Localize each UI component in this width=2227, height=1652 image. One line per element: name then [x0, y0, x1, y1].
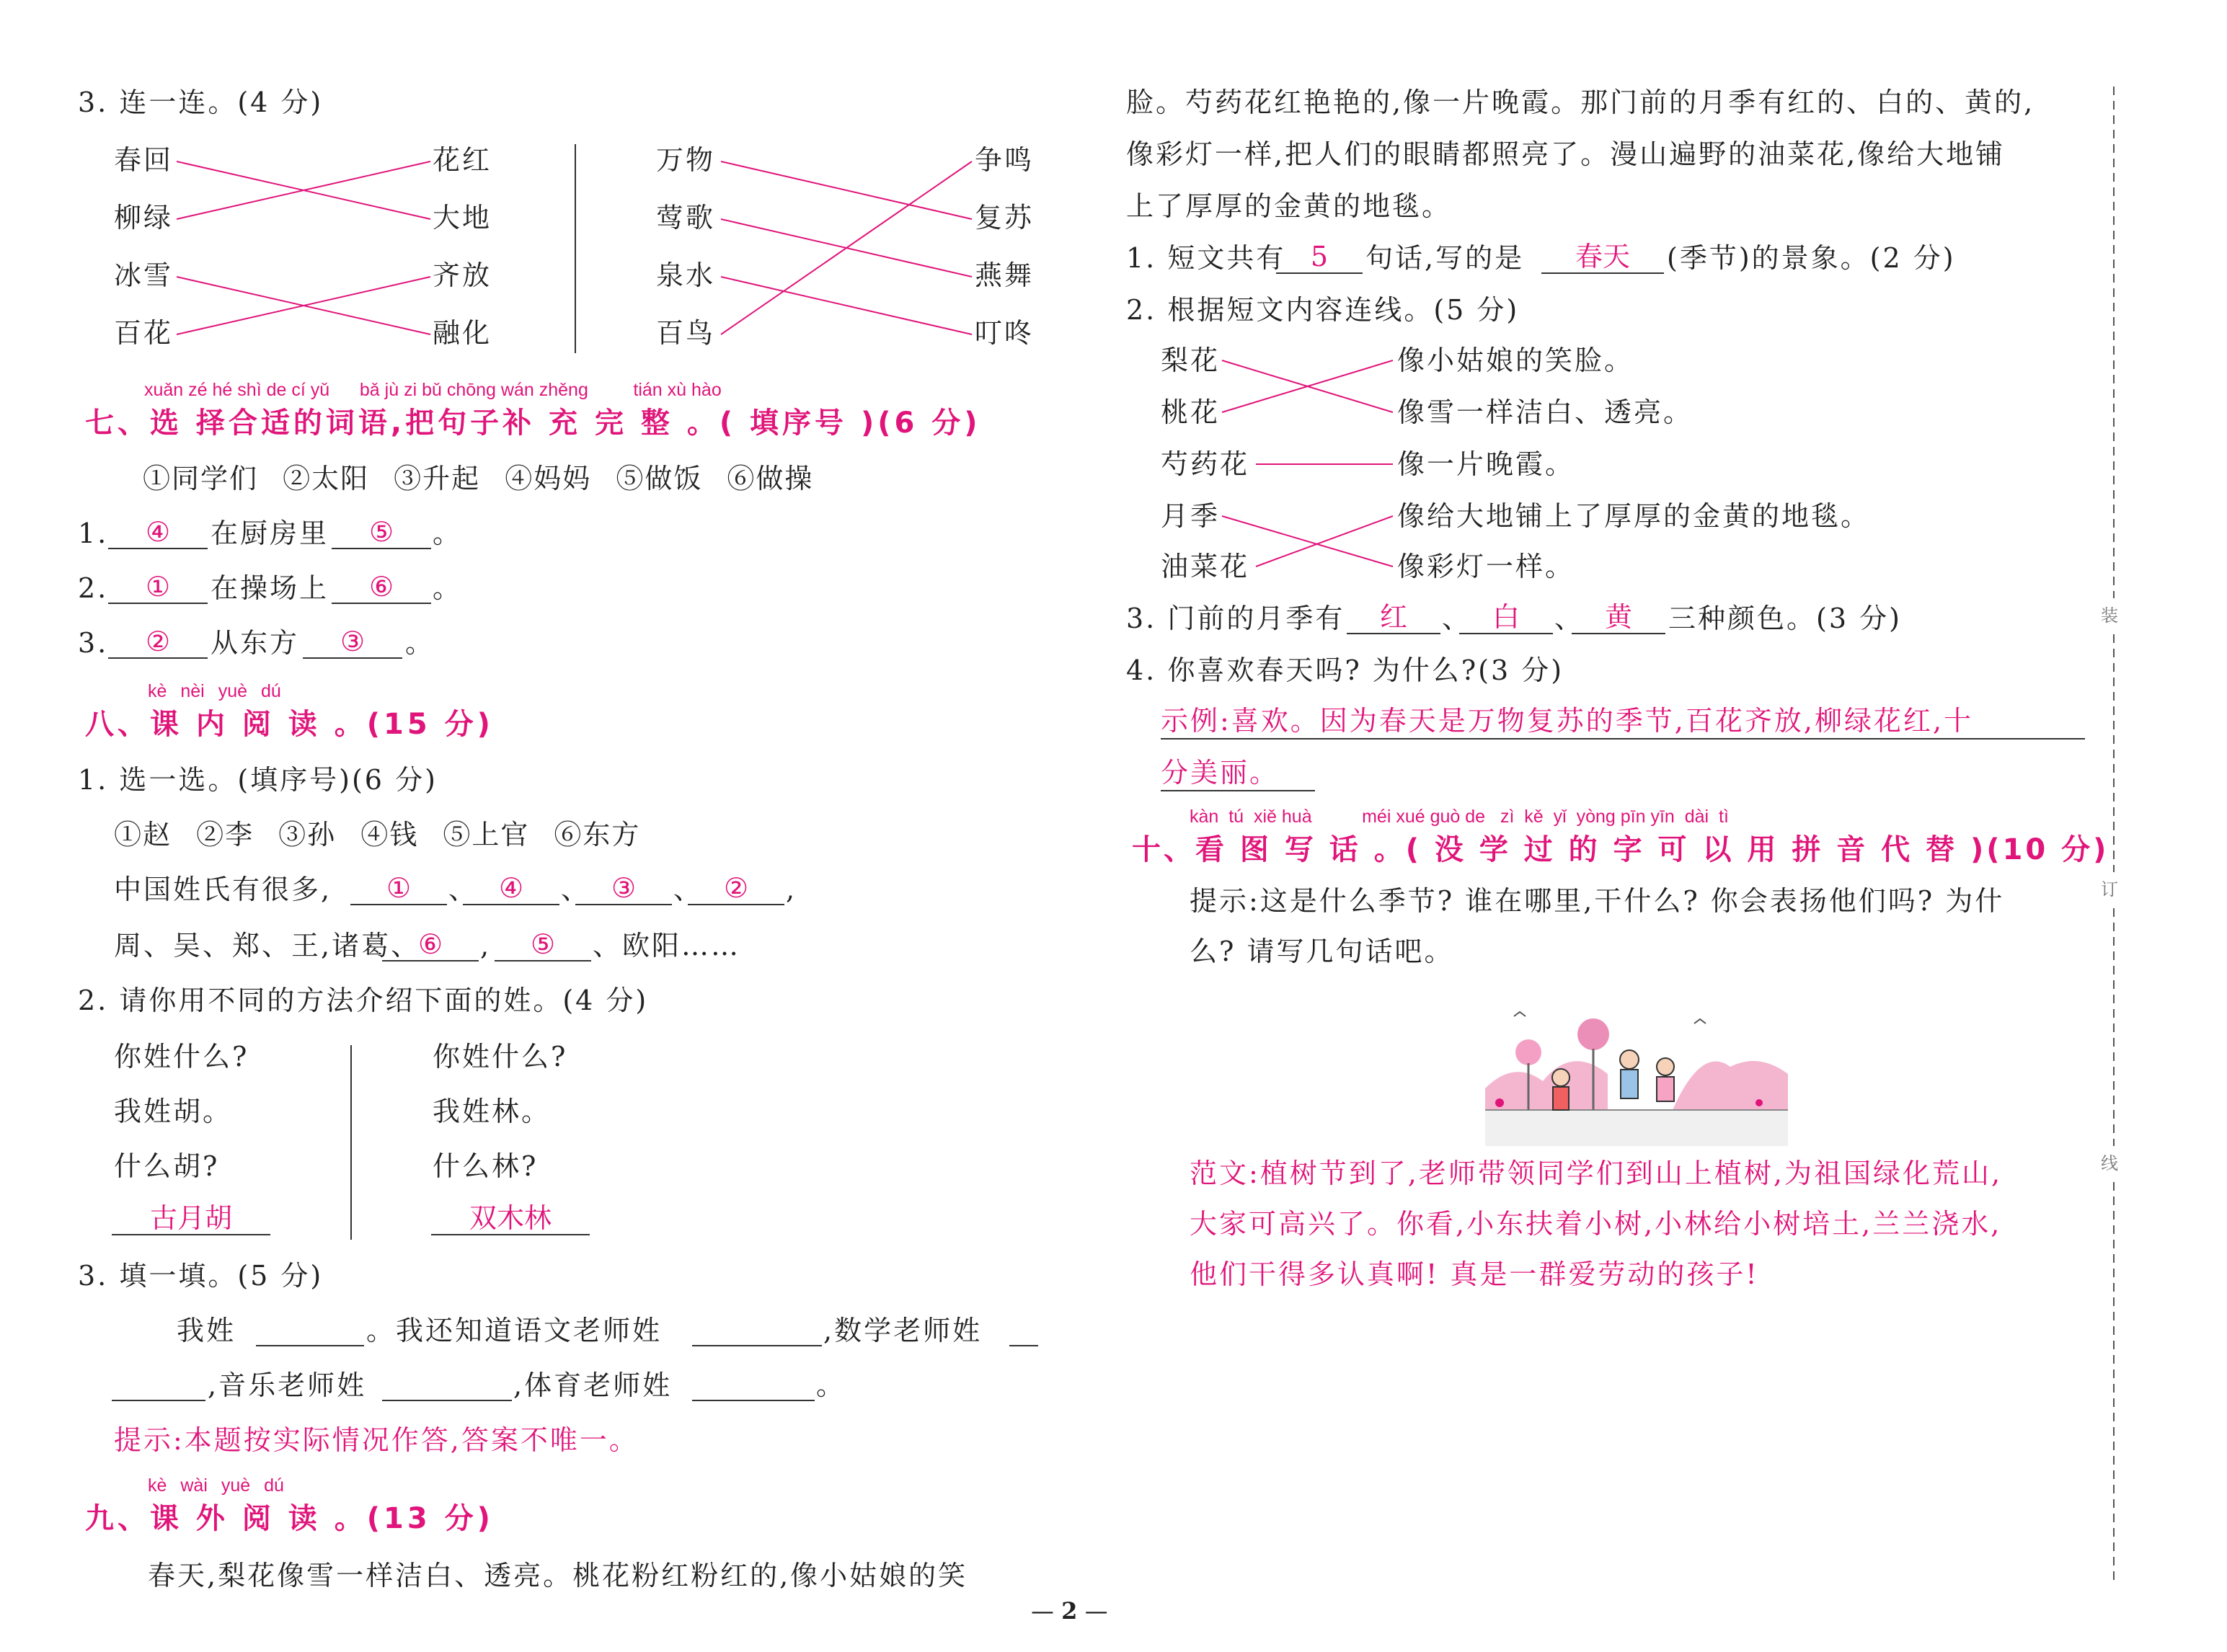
s8-q1-sep: 、: [673, 874, 704, 905]
match-line: [721, 277, 972, 334]
match-right-4: 融化: [433, 317, 492, 349]
match-left-2: 柳绿: [114, 202, 174, 234]
s7-item-1-blank-a[interactable]: ④: [108, 516, 208, 549]
tree-planting-illustration: [1485, 1002, 1788, 1146]
match-right-5: 争鸣: [975, 144, 1035, 176]
s8-q2-left-3: 什么胡?: [114, 1150, 220, 1182]
s9-q3-text: 3. 门前的月季有: [1126, 603, 1345, 634]
s10-hint-line-1: 提示:这是什么季节? 谁在哪里,干什么? 你会表扬他们吗? 为什: [1190, 885, 2005, 917]
s9-q3-blank-2[interactable]: 白: [1459, 601, 1553, 634]
match-left-5: 万物: [656, 144, 716, 176]
s7-item-1-text: 在厨房里: [211, 518, 329, 549]
s8-q2-left-2: 我姓胡。: [114, 1096, 233, 1127]
page-number: — 2 —: [1031, 1597, 1108, 1625]
s8-q1-sep: 、: [448, 874, 479, 905]
match-right-1: 花红: [433, 144, 492, 176]
s8-q2: 2. 请你用不同的方法介绍下面的姓。(4 分): [78, 985, 649, 1016]
s8-q1-blank-6[interactable]: ⑤: [495, 928, 591, 962]
s8-q1-blank-5[interactable]: ⑥: [382, 928, 479, 962]
s8-q1-line2-suffix: 、欧阳……: [593, 930, 741, 962]
s8-q1: 1. 选一选。(填序号)(6 分): [78, 764, 438, 796]
s9-q2-left-2: 桃花: [1161, 396, 1221, 428]
match-left-8: 百鸟: [656, 317, 716, 349]
s8-q3-blank-5[interactable]: [692, 1368, 815, 1401]
s7-item-1-num: 1.: [78, 518, 109, 549]
s10-title: 十、看 图 写 话 。( 没 学 过 的 字 可 以 用 拼 音 代 替 )(10 分): [1132, 833, 2109, 866]
s7-title: 七、选 择合适的词语,把句子补 充 完 整 。( 填序号 )(6 分): [85, 407, 981, 440]
s7-item-2-num: 2.: [78, 572, 109, 604]
s8-q2-left-1: 你姓什么?: [114, 1041, 249, 1073]
s9-q2-left-4: 月季: [1161, 500, 1221, 532]
match-left-7: 泉水: [656, 259, 716, 291]
s8-q2-right-1: 你姓什么?: [433, 1041, 568, 1073]
s10-pinyin: kàn tú xiě huà méi xué guò de zì kě yǐ yòng pīn yīn dài tì: [1190, 807, 1729, 827]
s10-essay-line-3: 他们干得多认真啊! 真是一群爱劳动的孩子!: [1190, 1258, 1759, 1290]
match-left-1: 春回: [114, 144, 174, 176]
s8-q2-left-answer[interactable]: 古月胡: [112, 1202, 270, 1235]
q3-title: 3. 连一连。(4 分): [78, 86, 324, 118]
match-right-6: 复苏: [975, 202, 1035, 234]
s8-q2-right-answer[interactable]: 双木林: [431, 1202, 590, 1235]
match-line: [721, 161, 972, 334]
s7-item-3-num: 3.: [78, 627, 109, 659]
s8-q3-blank-1[interactable]: [256, 1313, 364, 1346]
s9-q2-right-5: 像彩灯一样。: [1397, 551, 1575, 582]
s8-q2-right-2: 我姓林。: [433, 1096, 552, 1127]
s7-pinyin: xuǎn zé hé shì de cí yǔ bǎ jù zi bǔ chōng wán zhěng tián xù hào: [144, 380, 722, 400]
s7-item-1-blank-b[interactable]: ⑤: [332, 516, 431, 549]
s8-q3-text-3: ,数学老师姓: [823, 1315, 983, 1346]
s9-passage-line-3: 像彩灯一样,把人们的眼睛都照亮了。漫山遍野的油菜花,像给大地铺: [1126, 138, 2006, 170]
s8-q3-text-4: ,音乐老师姓: [208, 1369, 367, 1401]
s9-q2-left-3: 芍药花: [1161, 448, 1250, 480]
s8-q3-text-6: 。: [816, 1369, 846, 1401]
s9-q1-blank-2[interactable]: 春天: [1541, 241, 1664, 274]
s9-q2-right-3: 像一片晚霞。: [1397, 448, 1575, 480]
s7-item-1-end: 。: [433, 518, 463, 549]
s8-hint: 提示:本题按实际情况作答,答案不唯一。: [114, 1424, 639, 1456]
s9-passage-line-2: 脸。芍药花红艳艳的,像一片晚霞。那门前的月季有红的、白的、黄的,: [1126, 86, 2035, 118]
s9-q2-right-4: 像给大地铺上了厚厚的金黄的地毯。: [1397, 500, 1871, 532]
s7-item-2-blank-a[interactable]: ①: [108, 571, 208, 604]
s9-q2-right-2: 像雪一样洁白、透亮。: [1397, 396, 1694, 428]
s9-q3-suffix: 三种颜色。(3 分): [1668, 603, 1902, 634]
s8-q1-sep: 、: [561, 874, 591, 905]
match-left-3: 冰雪: [114, 259, 174, 291]
s7-item-3-text: 从东方: [211, 627, 300, 659]
s8-pinyin: kè nèi yuè dú: [148, 681, 281, 701]
s9-q1-text-1: 1. 短文共有: [1126, 242, 1286, 274]
s9-q3-blank-1[interactable]: 红: [1347, 601, 1440, 634]
s8-q1-line1: 中国姓氏有很多,: [114, 874, 332, 905]
s9-q4: 4. 你喜欢春天吗? 为什么?(3 分): [1126, 654, 1564, 686]
s9-passage-line-1: 春天,梨花像雪一样洁白、透亮。桃花粉红粉红的,像小姑娘的笑: [148, 1560, 968, 1591]
match-right-3: 齐放: [433, 259, 492, 291]
s9-q4-answer-line-2: 分美丽。: [1161, 755, 1315, 791]
s7-item-3-blank-b[interactable]: ③: [303, 626, 402, 659]
s8-q3-text-2: 。我还知道语文老师姓: [366, 1315, 663, 1346]
s9-q1-text-3: (季节)的景象。(2 分): [1667, 242, 1956, 274]
s9-q2: 2. 根据短文内容连线。(5 分): [1126, 294, 1520, 326]
s10-essay-line-2: 大家可高兴了。你看,小东扶着小树,小林给小树培土,兰兰浇水,: [1190, 1208, 2002, 1240]
s8-q3-blank-3[interactable]: [1009, 1313, 1038, 1346]
s8-title: 八、课 内 阅 读 。(15 分): [85, 708, 494, 741]
match-right-8: 叮咚: [975, 317, 1035, 349]
s9-q3-blank-3[interactable]: 黄: [1572, 601, 1665, 634]
s8-q3: 3. 填一填。(5 分): [78, 1260, 324, 1292]
margin-label-xian: 线: [2101, 1146, 2120, 1181]
s9-q2-right-1: 像小姑娘的笑脸。: [1397, 345, 1634, 376]
s9-q3-sep: 、: [1554, 603, 1585, 634]
margin-label-ding: 订: [2101, 872, 2120, 907]
s8-q1-options: ①赵 ②李 ③孙 ④钱 ⑤上官 ⑥东方: [114, 819, 641, 851]
s8-q3-blank-3b[interactable]: [112, 1368, 205, 1401]
s8-q3-text-1: 我姓: [177, 1315, 236, 1346]
s9-passage-line-4: 上了厚厚的金黄的地毯。: [1126, 190, 1452, 222]
s9-pinyin: kè wài yuè dú: [148, 1475, 284, 1496]
s9-q4-answer-line-1: 示例:喜欢。因为春天是万物复苏的季节,百花齐放,柳绿花红,十: [1161, 703, 2085, 740]
match-left-6: 莺歌: [656, 202, 716, 234]
s8-q2-right-3: 什么林?: [433, 1150, 539, 1182]
s8-q1-blank-4[interactable]: ②: [688, 872, 784, 905]
s8-q1-line2: 周、吴、郑、王,诸葛、: [114, 930, 421, 962]
s9-q1-blank-1[interactable]: 5: [1276, 241, 1363, 274]
s7-options: ①同学们 ②太阳 ③升起 ④妈妈 ⑤做饭 ⑥做操: [143, 463, 814, 494]
match-left-4: 百花: [114, 317, 174, 349]
s8-q3-blank-2[interactable]: [692, 1313, 822, 1346]
match-right-2: 大地: [433, 202, 492, 234]
s8-q3-text-5: ,体育老师姓: [513, 1369, 673, 1401]
s8-q1-blank-2[interactable]: ④: [463, 872, 559, 905]
s10-hint-line-2: 么? 请写几句话吧。: [1190, 936, 1454, 967]
s8-q1-comma: ,: [480, 930, 492, 962]
s8-q3-blank-4[interactable]: [382, 1368, 512, 1401]
s8-q1-comma: ,: [786, 874, 797, 905]
margin-label-zhuang: 装: [2101, 598, 2120, 633]
s7-item-2-blank-b[interactable]: ⑥: [332, 571, 431, 604]
match-line: [1256, 516, 1393, 567]
s9-q3-sep: 、: [1442, 603, 1472, 634]
s7-item-2-text: 在操场上: [211, 572, 329, 604]
s9-q2-left-1: 梨花: [1161, 345, 1221, 376]
s8-q1-blank-3[interactable]: ③: [575, 872, 672, 905]
s7-item-3-end: 。: [405, 627, 435, 659]
s8-q1-blank-1[interactable]: ①: [350, 872, 447, 905]
match-line: [721, 161, 972, 219]
s10-essay-line-1: 范文:植树节到了,老师带领同学们到山上植树,为祖国绿化荒山,: [1190, 1158, 2003, 1189]
s7-item-3-blank-a[interactable]: ②: [108, 626, 208, 659]
s9-title: 九、课 外 阅 读 。(13 分): [85, 1502, 494, 1535]
s7-item-2-end: 。: [433, 572, 463, 604]
s9-q2-left-5: 油菜花: [1161, 551, 1250, 582]
s9-q1-text-2: 句话,写的是: [1365, 242, 1525, 274]
match-right-7: 燕舞: [975, 259, 1035, 291]
